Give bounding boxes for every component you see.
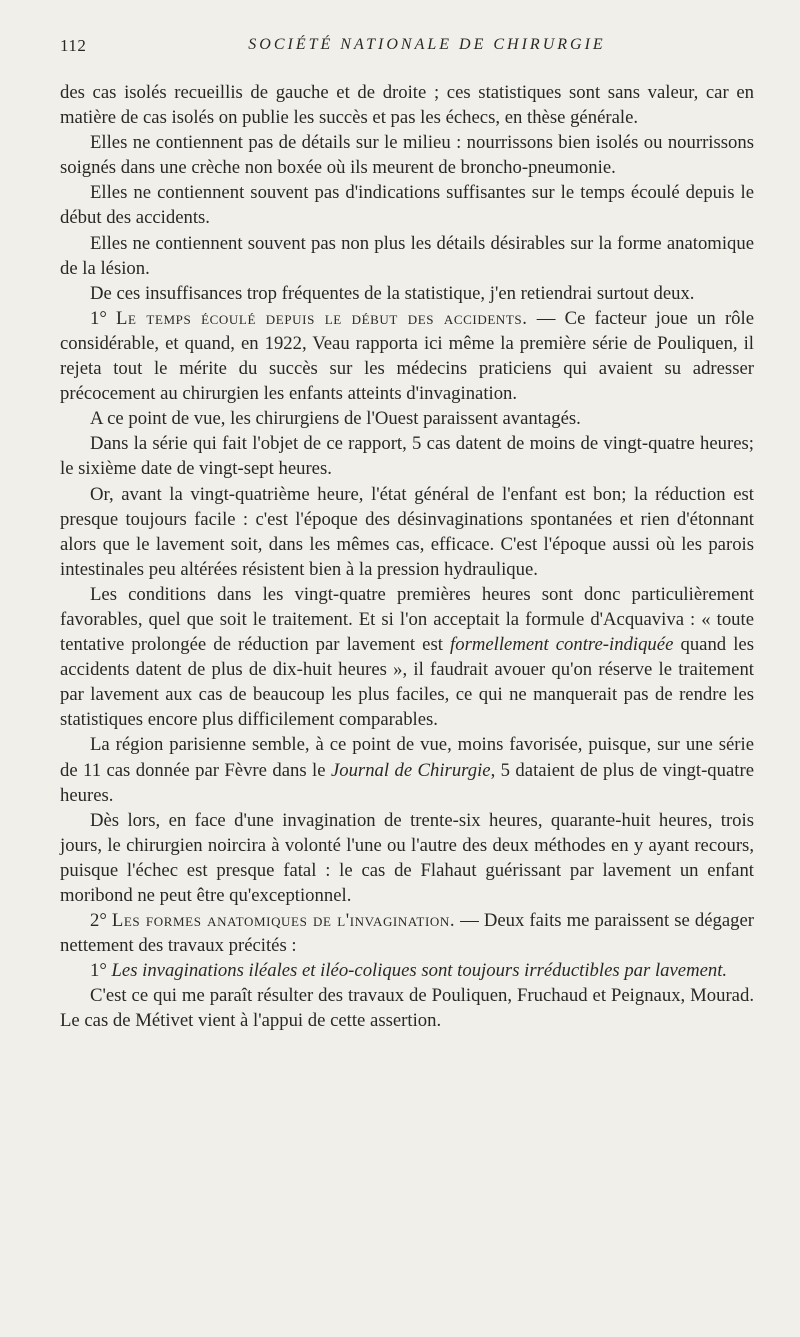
paragraph-14 [60, 958, 754, 983]
section-number: 1° [90, 307, 107, 329]
section-heading: Les formes anatomiques de l'invagination. [111, 910, 456, 932]
paragraph-10-text-a: Les conditions dans les vingt-quatre premières heures sont donc particulièrement favorables, quel que soit le traitement. Et si l'on acceptait la formule d'Acquaviva : « toute tentative prolongée de réduction par lavement est [60, 583, 754, 656]
paragraph-8: Dans la série qui fait l'objet de ce rapport, 5 cas datent de moins de vingt-quatre heures; le sixième date de vingt-sept heures. [60, 433, 754, 480]
italic-statement: Les invaginations iléales et iléo-coliques sont toujours irréductibles par lavement. [111, 960, 728, 982]
paragraph-6-text: — Ce facteur joue un rôle considérable, et quand, en 1922, Veau rapporta ici même la première série de Pouliquen, il rejeta tout le mérite du succès sur les médecins praticiens qui avaient su adresser précocement au chirurgien les enfants atteints d'invagination. [60, 307, 755, 405]
paragraph-6 [60, 306, 754, 406]
paragraph-10 [60, 582, 754, 733]
paragraph-11-text-b: , 5 dataient de plus de vingt-quatre heures. [60, 759, 754, 806]
paragraph-13-text: — Deux faits me paraissent se dégager nettement des travaux précités : [60, 910, 754, 957]
paragraph-13 [60, 908, 754, 958]
paragraph-11 [60, 732, 754, 807]
paragraph-10-text-b: quand les accidents datent de plus de dix-huit heures », il faudrait avouer qu'on réserve le traitement par lavement aux cas de beaucoup les plus faciles, ce qui ne manquerait pas de rendre les statistiques encore plus difficilement comparables. [60, 634, 754, 731]
section-number: 2° [90, 910, 107, 932]
paragraph-9: Or, avant la vingt-quatrième heure, l'état général de l'enfant est bon; la réduction est presque toujours facile : c'est l'époque des désinvaginations spontanées et rien d'étonnant alors que le lavement soit, dans les mêmes cas, efficace. C'est l'époque aussi où les parois intestinales peu altérées résistent bien à la pression hydraulique. [60, 483, 754, 580]
running-head [60, 36, 754, 62]
section-heading: Le temps écoulé depuis le début des accidents. [116, 307, 528, 329]
journal-title: SOCIÉTÉ NATIONALE DE CHIRURGIE [248, 36, 606, 53]
paragraph-4: Elles ne contiennent souvent pas non plus les détails désirables sur la forme anatomique de la lésion. [60, 232, 754, 279]
paragraph-12: Dès lors, en face d'une invagination de trente-six heures, quarante-huit heures, trois jours, le chirurgien noircira à volonté l'une ou l'autre des deux méthodes en y ayant recours, puisque l'échec est presque fatal : le cas de Flahaut guérissant par lavement un enfant moribond ne peut être qu'exceptionnel. [60, 809, 754, 906]
paragraph-5: De ces insuffisances trop fréquentes de la statistique, j'en retiendrai surtout deux. [90, 282, 695, 304]
emphasis-text: formellement contre-indiquée [450, 634, 674, 656]
paragraph-11-text-a: La région parisienne semble, à ce point de vue, moins favorisée, puisque, sur une série de 11 cas donnée par Fèvre dans le [60, 734, 754, 781]
list-number: 1° [90, 960, 107, 982]
paragraph-7: A ce point de vue, les chirurgiens de l'Ouest paraissent avantagés. [90, 408, 581, 430]
paragraph-15: C'est ce qui me paraît résulter des travaux de Pouliquen, Fruchaud et Peignaux, Mourad. Le cas de Métivet vient à l'appui de cette assertion. [60, 985, 754, 1032]
body-text [60, 80, 754, 1034]
paragraph-2: Elles ne contiennent pas de détails sur le milieu : nourrissons bien isolés ou nourrissons soignés dans une crèche non boxée où ils meurent de broncho-pneumonie. [60, 132, 754, 179]
page-number: 112 [60, 36, 87, 55]
paragraph-3: Elles ne contiennent souvent pas d'indications suffisantes sur le temps écoulé depuis le début des accidents. [60, 182, 754, 229]
journal-reference: Journal de Chirurgie [330, 759, 491, 781]
paragraph-1: des cas isolés recueillis de gauche et de droite ; ces statistiques sont sans valeur, car en matière de cas isolés on publie les succès et pas les échecs, en thèse générale. [60, 82, 754, 129]
